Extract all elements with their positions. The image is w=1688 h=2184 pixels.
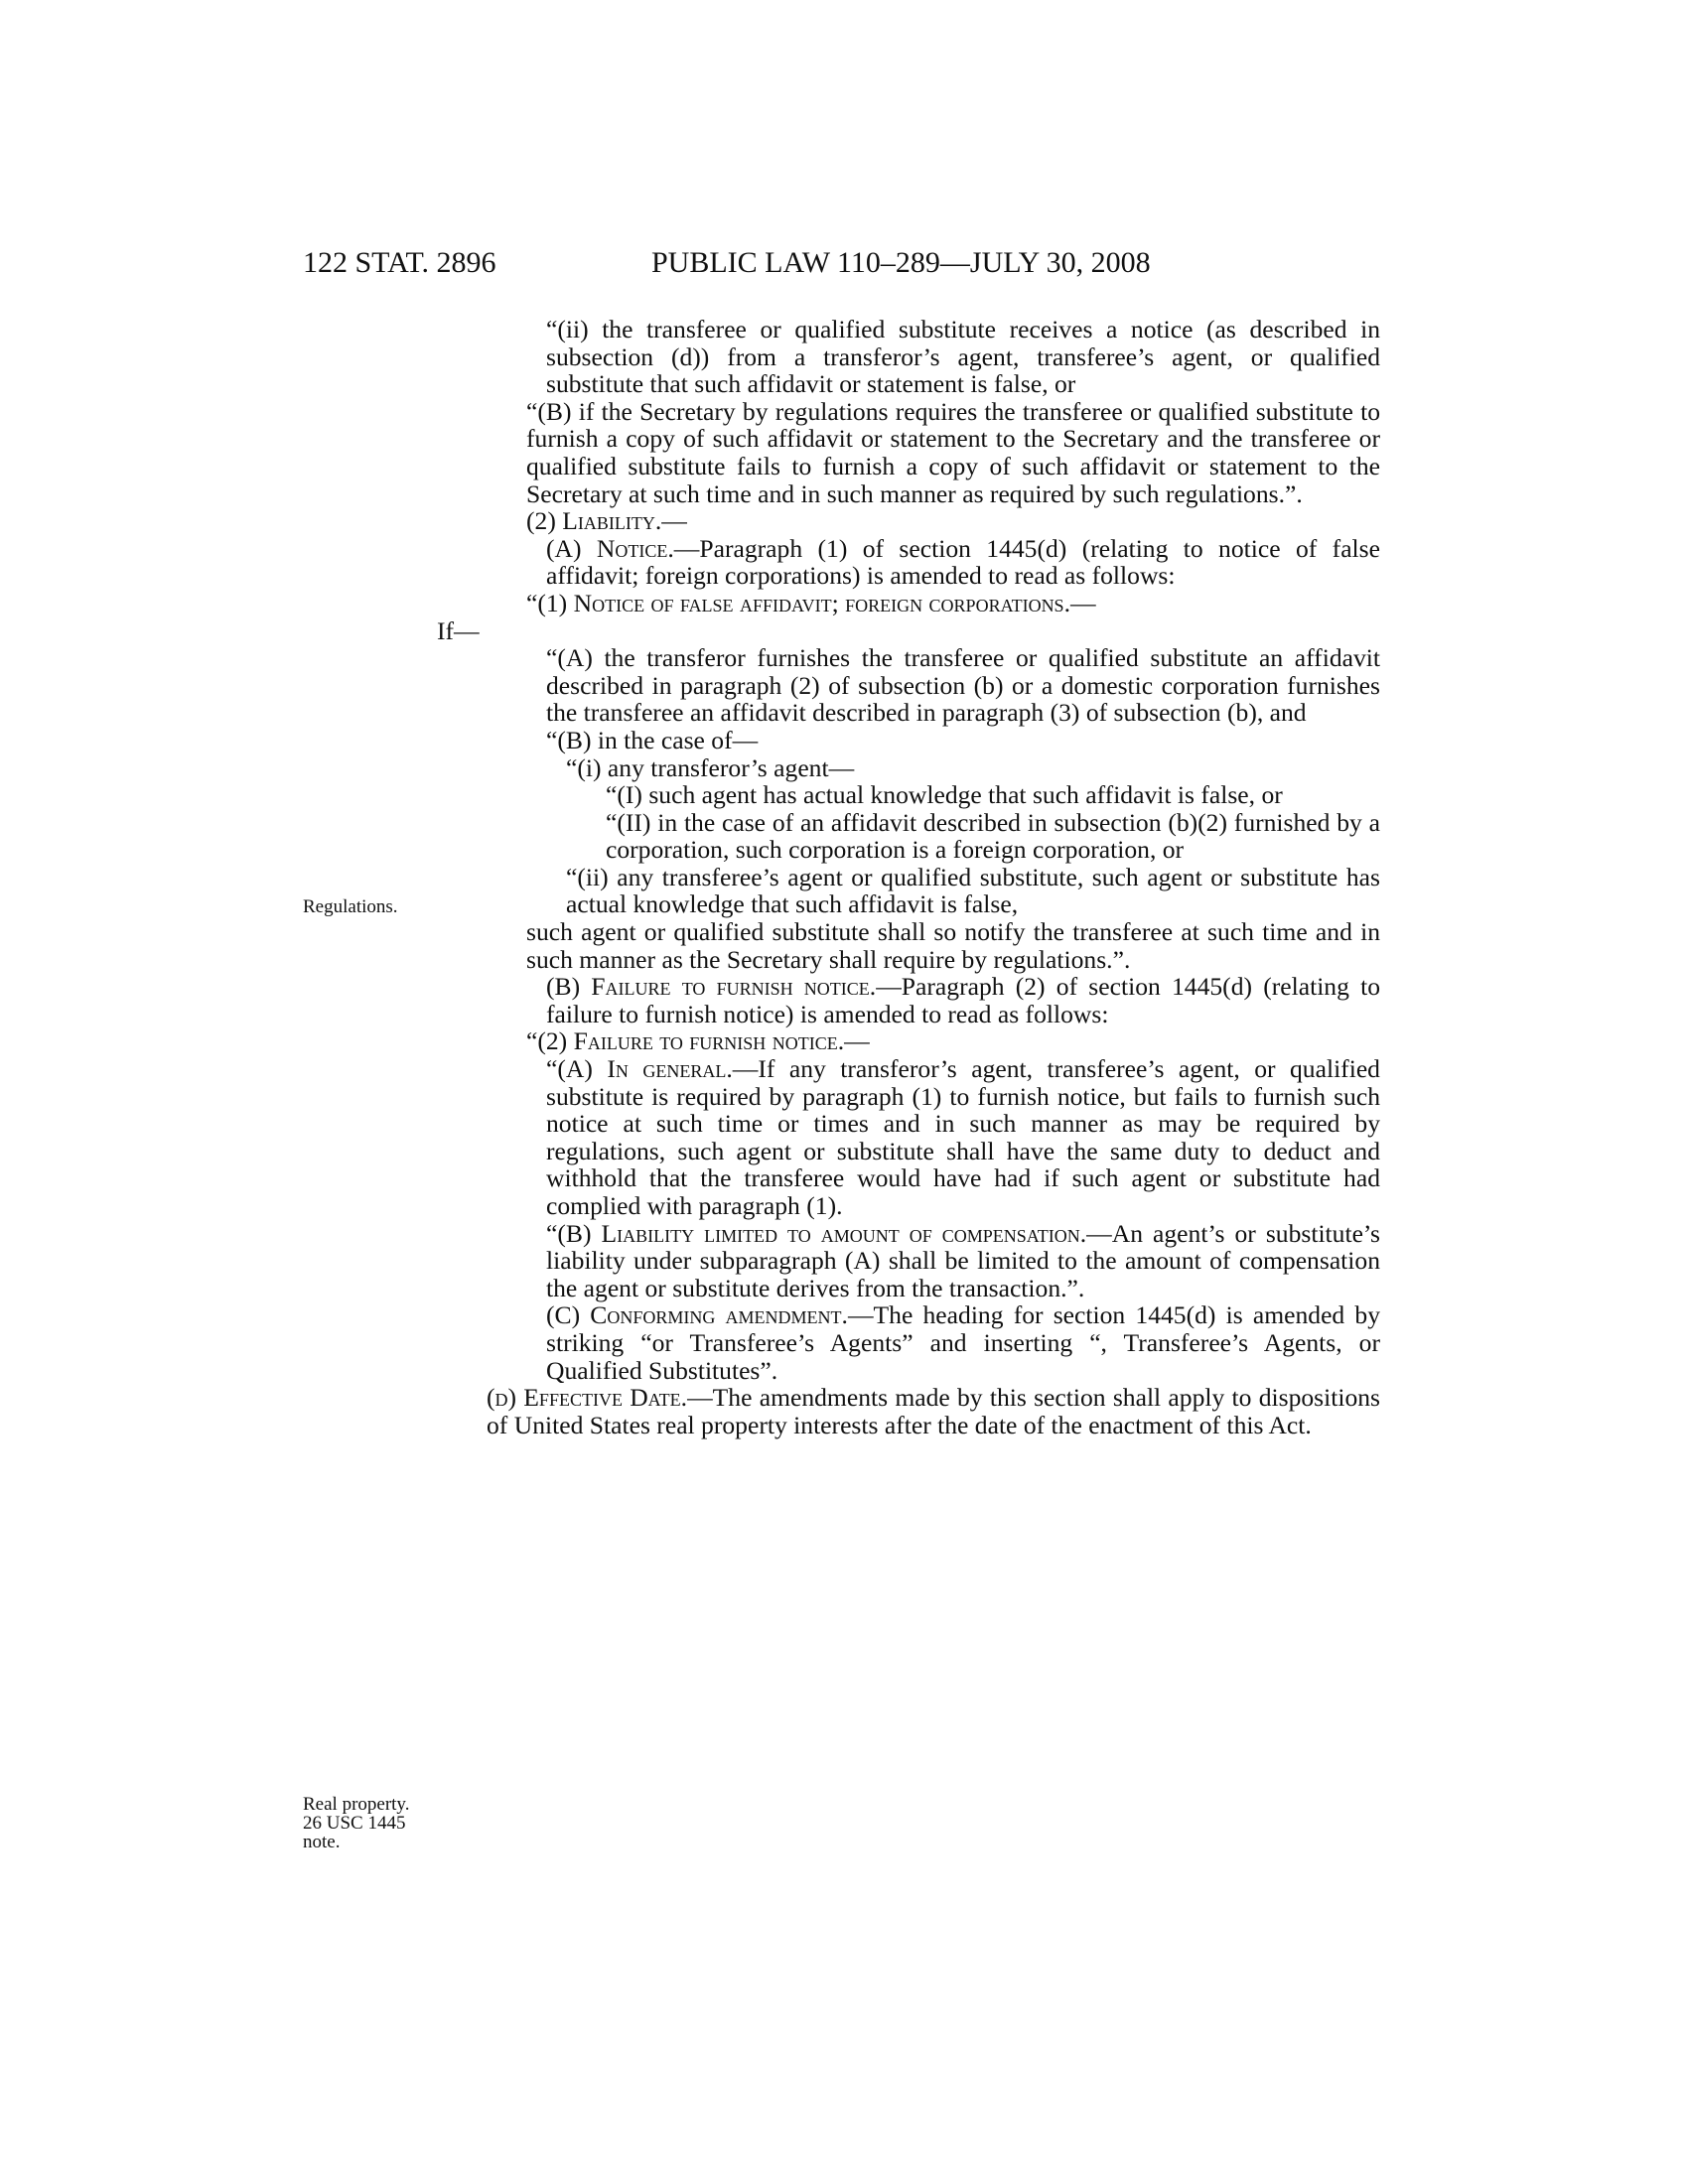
heading-liability: (2) Liability.— [526,506,687,536]
margin-note-note: note. [303,1832,341,1852]
conforming-amendment: (C) Conforming amendment.—The heading for section 1445(d) is amended by striking “or Transferee’s Agents” and inserting “, Transferee’s Agents, or Qualified Substitutes”. [546,1300,1380,1385]
statute-page-number: 122 STAT. 2896 [303,246,496,279]
margin-note-usc: 26 USC 1445 [303,1813,406,1834]
running-title: PUBLIC LAW 110–289—JULY 30, 2008 [651,246,1151,279]
heading-notice-false-affidavit: “(1) Notice of false affidavit; foreign corporations.— [526,588,1096,617]
clause-i-transferor-agent: “(i) any transferor’s agent— [566,752,855,782]
statute-body [437,315,1381,1439]
clause-b-case-of: “(B) in the case of— [546,725,759,754]
in-general-clause: “(A) In general.—If any transferor’s agent, transferee’s agent, or qualified substitute is required by paragraph (1) to furnish notice, but fails to furnish such notice at such time or times and in such manner as may be required by regulations, such agent or substitute shall have the same duty to deduct and withhold that the transferee would have had if such agent or substitute had complied with paragraph (1). [546,1054,1380,1220]
margin-note-regulations: Regulations. [303,896,398,917]
failure-to-furnish-amendment: (B) Failure to furnish notice.—Paragraph (2) of section 1445(d) (relating to failure to furnish notice) is amended to read as follows: [546,972,1380,1028]
margin-note-real-property: Real property. [303,1794,410,1815]
effective-date: (d) Effective Date.—The amendments made by this section shall apply to dispositions of United States real property interests after the date of the enactment of this Act. [487,1383,1381,1439]
notify-sentence: such agent or qualified substitute shall so notify the transferee at such time and in such manner as the Secretary shall require by regulations.”. [526,917,1380,974]
page-header [0,246,1688,286]
if-lead: If— [437,615,480,645]
clause-II-foreign-corp: “(II) in the case of an affidavit described in subsection (b)(2) furnished by a corporation, such corporation is a foreign corporation, or [606,807,1380,865]
clause-I-knowledge: “(I) such agent has actual knowledge that such affidavit is false, or [606,780,1283,810]
clause-ii: “(ii) the transferee or qualified substitute receives a notice (as described in subsection (d)) from a transferor’s agent, transferee’s agent, or qualified substitute that such affidavit or statement is false, or [546,315,1380,399]
clause-a-transferor: “(A) the transferor furnishes the transferee or qualified substitute an affidavit described in paragraph (2) of subsection (b) or a domestic corporation furnishes the transferee an affidavit described in paragraph (3) of subsection (b), and [546,643,1380,728]
heading-failure-to-furnish: “(2) Failure to furnish notice.— [526,1026,870,1056]
subparagraph-b-regulations: “(B) if the Secretary by regulations requires the transferee or qualified substitute to furnish a copy of such affidavit or statement to the Secretary and the transferee or qualified substitute fails to furnish a copy of such affidavit or statement to the Secretary at such time and in such manner as required by such regulations.”. [526,396,1380,508]
clause-ii-transferee-agent: “(ii) any transferee’s agent or qualified substitute, such agent or substitute has actual knowledge that such affidavit is false, [566,862,1380,919]
liability-limited-clause: “(B) Liability limited to amount of compensation.—An agent’s or substitute’s liability under subparagraph (A) shall be limited to the amount of compensation the agent or substitute derives from the transaction.”. [546,1218,1380,1302]
notice-amendment: (A) Notice.—Paragraph (1) of section 1445(d) (relating to notice of false affidavit; foreign corporations) is amended to read as follows: [546,533,1380,591]
